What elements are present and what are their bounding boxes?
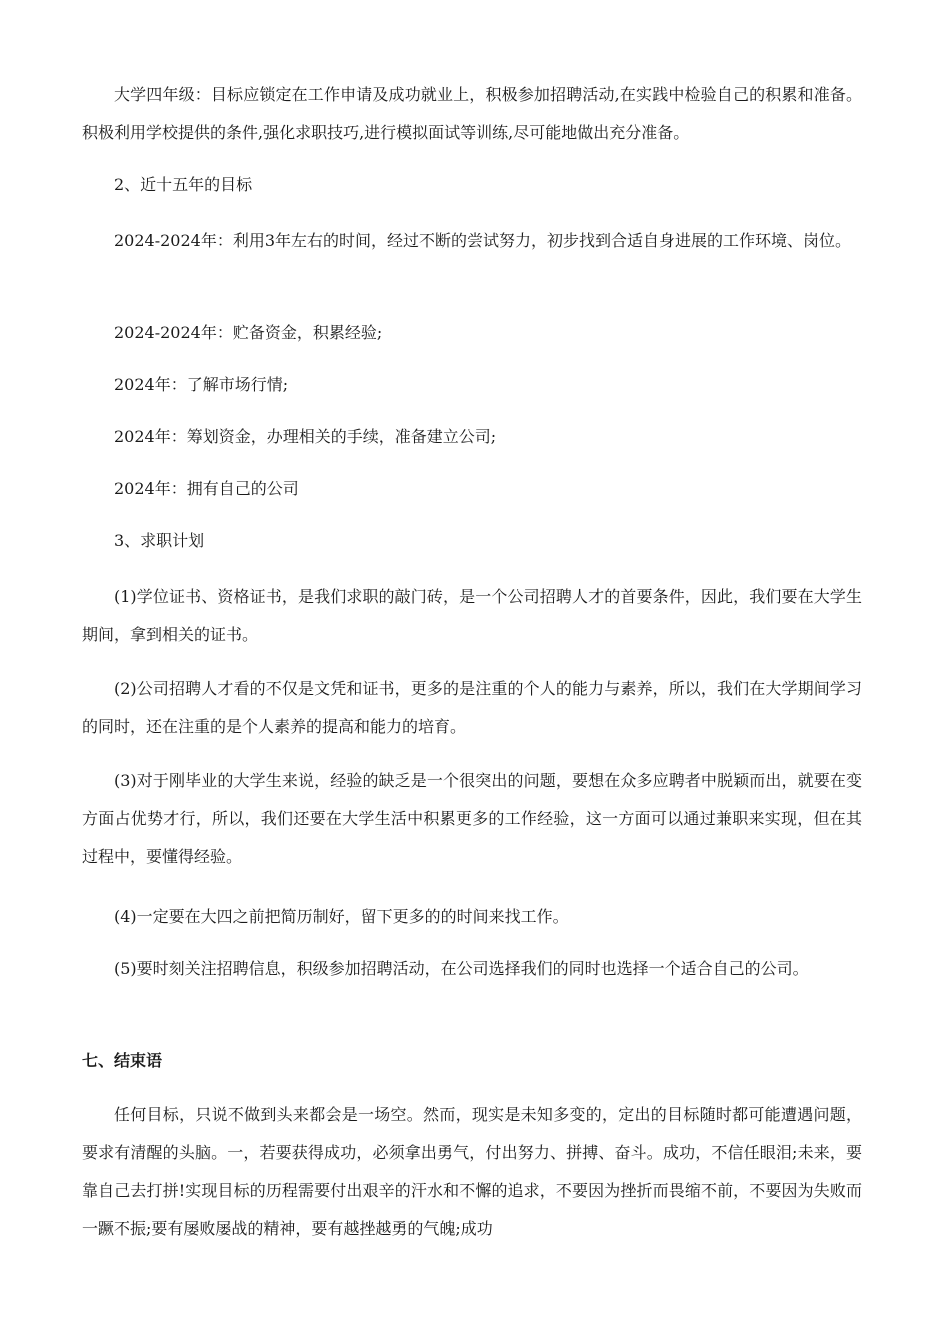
paragraph-goal-funding: 2024年：筹划资金，办理相关的手续，准备建立公司; <box>114 427 497 446</box>
paragraph-goal-second-stage: 2024-2024年：贮备资金，积累经验; <box>114 323 383 342</box>
paragraph-goal-market: 2024年：了解市场行情; <box>114 375 289 394</box>
subheading-fifteen-year-goals: 2、近十五年的目标 <box>114 175 253 194</box>
section-heading: 七、结束语 <box>82 1051 163 1070</box>
paragraph-goal-first-stage: 2024-2024年：利用3年左右的时间，经过不断的尝试努力，初步找到合适自身进展的工作环境、岗位。 <box>114 231 852 250</box>
paragraph-closing: 任何目标，只说不做到头来都会是一场空。然而，现实是未知多变的，定出的目标随时都可能遭遇问题，要求有清醒的头脑。一，若要获得成功，必须拿出勇气，付出努力、拼搏、奋斗。成功，不信任眼泪;未来，要靠自己去打拼!实现目标的历程需要付出艰辛的汗水和不懈的追求，不要因为挫折而畏缩不前，不要因为失败而一蹶不振;要有屡败屡战的精神，要有越挫越勇的气魄;成功 <box>82 1105 862 1238</box>
paragraph-goal-company: 2024年：拥有自己的公司 <box>114 479 299 498</box>
paragraph-plan-5: (5)要时刻关注招聘信息，积级参加招聘活动，在公司选择我们的同时也选择一个适合自己的公司。 <box>114 959 809 978</box>
paragraph-plan-1: (1)学位证书、资格证书，是我们求职的敲门砖，是一个公司招聘人才的首要条件，因此，我们要在大学生期间，拿到相关的证书。 <box>82 587 862 644</box>
paragraph-plan-3: (3)对于刚毕业的大学生来说，经验的缺乏是一个很突出的问题，要想在众多应聘者中脱颖而出，就要在变方面占优势才行，所以，我们还要在大学生活中积累更多的工作经验，这一方面可以通过兼职来实现，但在其过程中，要懂得经验。 <box>82 771 862 866</box>
paragraph-senior-year: 大学四年级：目标应锁定在工作申请及成功就业上，积极参加招聘活动,在实践中检验自己的积累和准备。积极利用学校提供的条件,强化求职技巧,进行模拟面试等训练,尽可能地做出充分准备。 <box>82 85 862 142</box>
subheading-job-plan: 3、求职计划 <box>114 531 205 550</box>
paragraph-plan-2: (2)公司招聘人才看的不仅是文凭和证书，更多的是注重的个人的能力与素养，所以，我们在大学期间学习的同时，还在注重的是个人素养的提高和能力的培育。 <box>82 679 862 736</box>
paragraph-plan-4: (4)一定要在大四之前把简历制好，留下更多的的时间来找工作。 <box>114 907 569 926</box>
